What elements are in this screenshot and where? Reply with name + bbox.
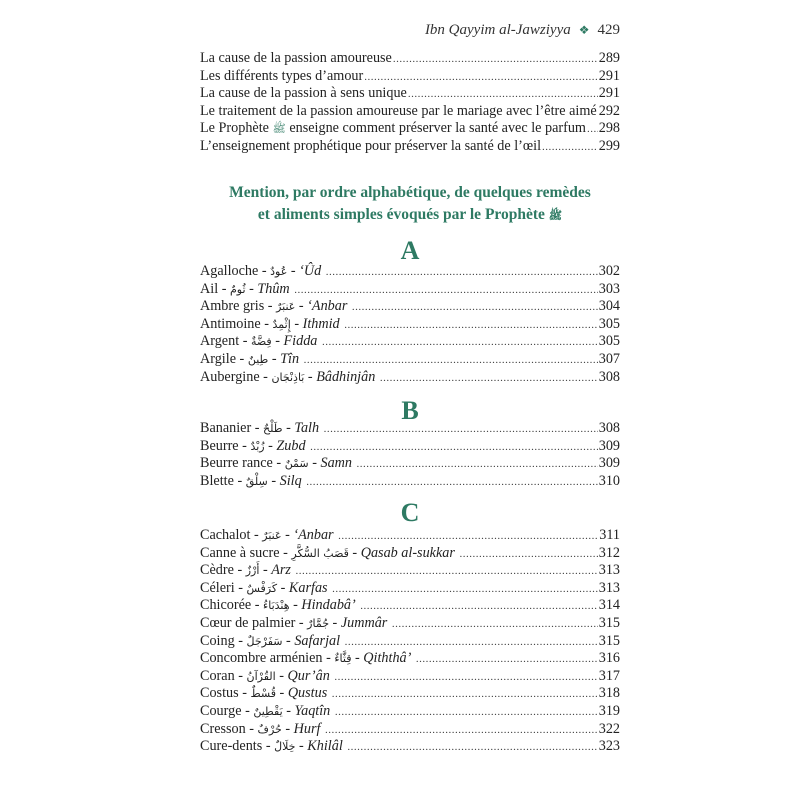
section-title: Mention, par ordre alphabétique, de quelques remèdes et aliments simples évoqués par le Prophète ﷺ [229, 184, 591, 223]
entry-row: Cresson - حُرْفٌ - Hurf ..... 322 [200, 721, 620, 739]
toc-top [200, 50, 620, 156]
toc-row: L’enseignement prophétique pour préserver la santé de l’œil ..... 299 [200, 138, 620, 156]
entry-row: Concombre arménien - قِثَّاءٌ - Qiththâ’ ..... 316 [200, 650, 620, 668]
toc-row: La cause de la passion amoureuse ..... 289 [200, 50, 620, 68]
entry-row: Agalloche - عُودٌ - ‘Ûd ..... 302 [200, 263, 620, 281]
entry-row: Bananier - طَلْحٌ - Talh ..... 308 [200, 420, 620, 438]
entry-row: Ail - ثُومٌ - Thûm ..... 303 [200, 281, 620, 299]
entry-row: Courge - يَقْطِينٌ - Yaqtîn ..... 319 [200, 703, 620, 721]
entry-row: Chicorée - هِنْدَبَاءُ - Hindabâ’ ..... 314 [200, 597, 620, 615]
entry-row: Beurre rance - سَمْنٌ - Samn ..... 309 [200, 455, 620, 473]
running-title: Ibn Qayyim al-Jawziyya [424, 22, 571, 38]
toc-row: La cause de la passion à sens unique ..... 291 [200, 85, 620, 103]
entry-row: Cachalot - عَنبَرٌ - ‘Anbar ..... 311 [200, 527, 620, 545]
honorific-icon: ﷺ [548, 210, 563, 222]
page-header [200, 22, 620, 39]
entry-row: Cèdre - أَرْزٌ - Arz ..... 313 [200, 562, 620, 580]
entry-row: Canne à sucre - قَصَبُ السُّكَّرِ - Qasab al-sukkar ..... 312 [200, 545, 620, 563]
toc-row: Le traitement de la passion amoureuse par le mariage avec l’être aimé ..... 292 [200, 103, 620, 121]
entry-row: Antimoine - إِثْمِدٌ - Ithmid ..... 305 [200, 316, 620, 334]
entry-row: Ambre gris - عَنبَرٌ - ‘Anbar ..... 304 [200, 298, 620, 316]
entry-row: Costus - قُسْطٌ - Qustus ..... 318 [200, 685, 620, 703]
entry-row: Beurre - زُبْدٌ - Zubd ..... 309 [200, 438, 620, 456]
letter-heading-c: C [400, 498, 420, 527]
entry-row: Aubergine - بَاذِنْجَان - Bâdhinjân ..... 308 [200, 369, 620, 387]
group-a [200, 263, 620, 386]
letter-heading-a: A [400, 236, 420, 265]
entry-row: Coran - القُرْآنُ - Qur’ân ..... 317 [200, 668, 620, 686]
entry-row: Blette - سِلْقٌ - Silq ..... 310 [200, 473, 620, 491]
page-number: 429 [597, 22, 620, 38]
entry-row: Coing - سَفَرْجَلٌ - Safarjal ..... 315 [200, 633, 620, 651]
ornament-icon: ❖ [578, 23, 590, 37]
toc-row: Les différents types d’amour ..... 291 [200, 68, 620, 86]
entry-row: Argile - طِينٌ - Tîn ..... 307 [200, 351, 620, 369]
letter-heading-b: B [401, 396, 419, 425]
honorific-icon: ﷺ [272, 123, 286, 136]
entry-row: Cœur de palmier - جُمَّارٌ - Jummâr ..... 315 [200, 615, 620, 633]
entry-row: Céleri - كَرَفْسٌ - Karfas ..... 313 [200, 580, 620, 598]
entry-row: Argent - فِضَّةٌ - Fidda ..... 305 [200, 333, 620, 351]
group-c [200, 527, 620, 756]
group-b [200, 420, 620, 490]
toc-row: Le Prophète ﷺ enseigne comment préserver la santé avec le parfum ..... 298 [200, 120, 620, 138]
entry-row: Cure-dents - خِلَالٌ - Khilâl ..... 323 [200, 738, 620, 756]
